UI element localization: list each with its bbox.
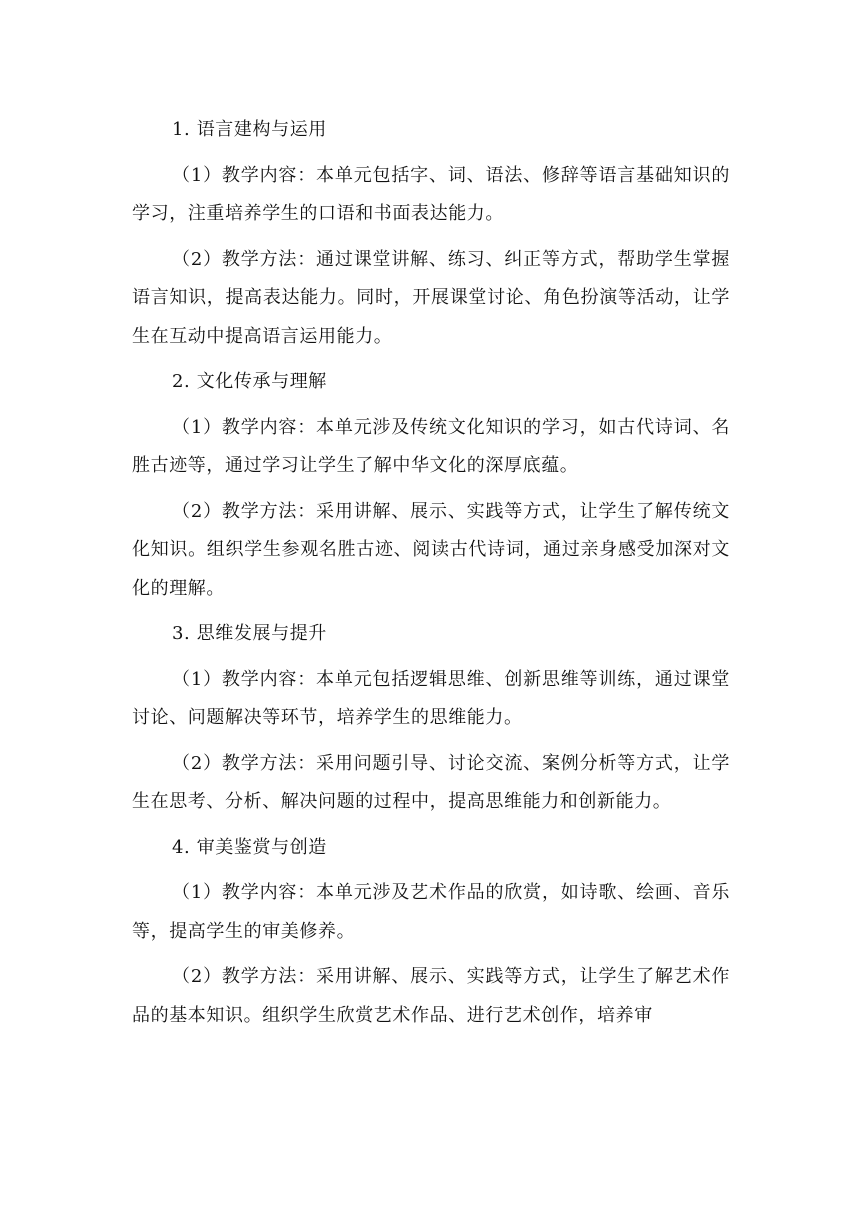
paragraph-thinking-content: （1）教学内容：本单元包括逻辑思维、创新思维等训练，通过课堂讨论、问题解决等环节，培养学生的思维能力。	[132, 668, 730, 728]
section-heading-thinking: 3. 思维发展与提升	[172, 623, 327, 644]
paragraph-culture-content: （1）教学内容：本单元涉及传统文化知识的学习，如古代诗词、名胜古迹等，通过学习让学生了解中华文化的深厚底蕴。	[132, 416, 730, 476]
paragraph-culture-method: （2）教学方法：采用讲解、展示、实践等方式，让学生了解传统文化知识。组织学生参观名胜古迹、阅读古代诗词，通过亲身感受加深对文化的理解。	[132, 500, 730, 599]
paragraph-aesthetics-content: （1）教学内容：本单元涉及艺术作品的欣赏，如诗歌、绘画、音乐等，提高学生的审美修养。	[132, 882, 730, 942]
document-body	[132, 111, 730, 1042]
section-heading-language: 1. 语言建构与运用	[172, 119, 327, 140]
section-heading-aesthetics: 4. 审美鉴赏与创造	[172, 836, 327, 858]
paragraph-thinking-method: （2）教学方法：采用问题引导、讨论交流、案例分析等方式，让学生在思考、分析、解决问题的过程中，提高思维能力和创新能力。	[132, 752, 730, 812]
paragraph-language-content: （1）教学内容：本单元包括字、词、语法、修辞等语言基础知识的学习，注重培养学生的口语和书面表达能力。	[132, 164, 730, 224]
section-heading-culture: 2. 文化传承与理解	[172, 371, 327, 392]
paragraph-language-method: （2）教学方法：通过课堂讲解、练习、纠正等方式，帮助学生掌握语言知识，提高表达能力。同时，开展课堂讨论、角色扮演等活动，让学生在互动中提高语言运用能力。	[132, 248, 730, 347]
paragraph-aesthetics-method: （2）教学方法：采用讲解、展示、实践等方式，让学生了解艺术作品的基本知识。组织学生欣赏艺术作品、进行艺术创作，培养审	[132, 966, 730, 1026]
